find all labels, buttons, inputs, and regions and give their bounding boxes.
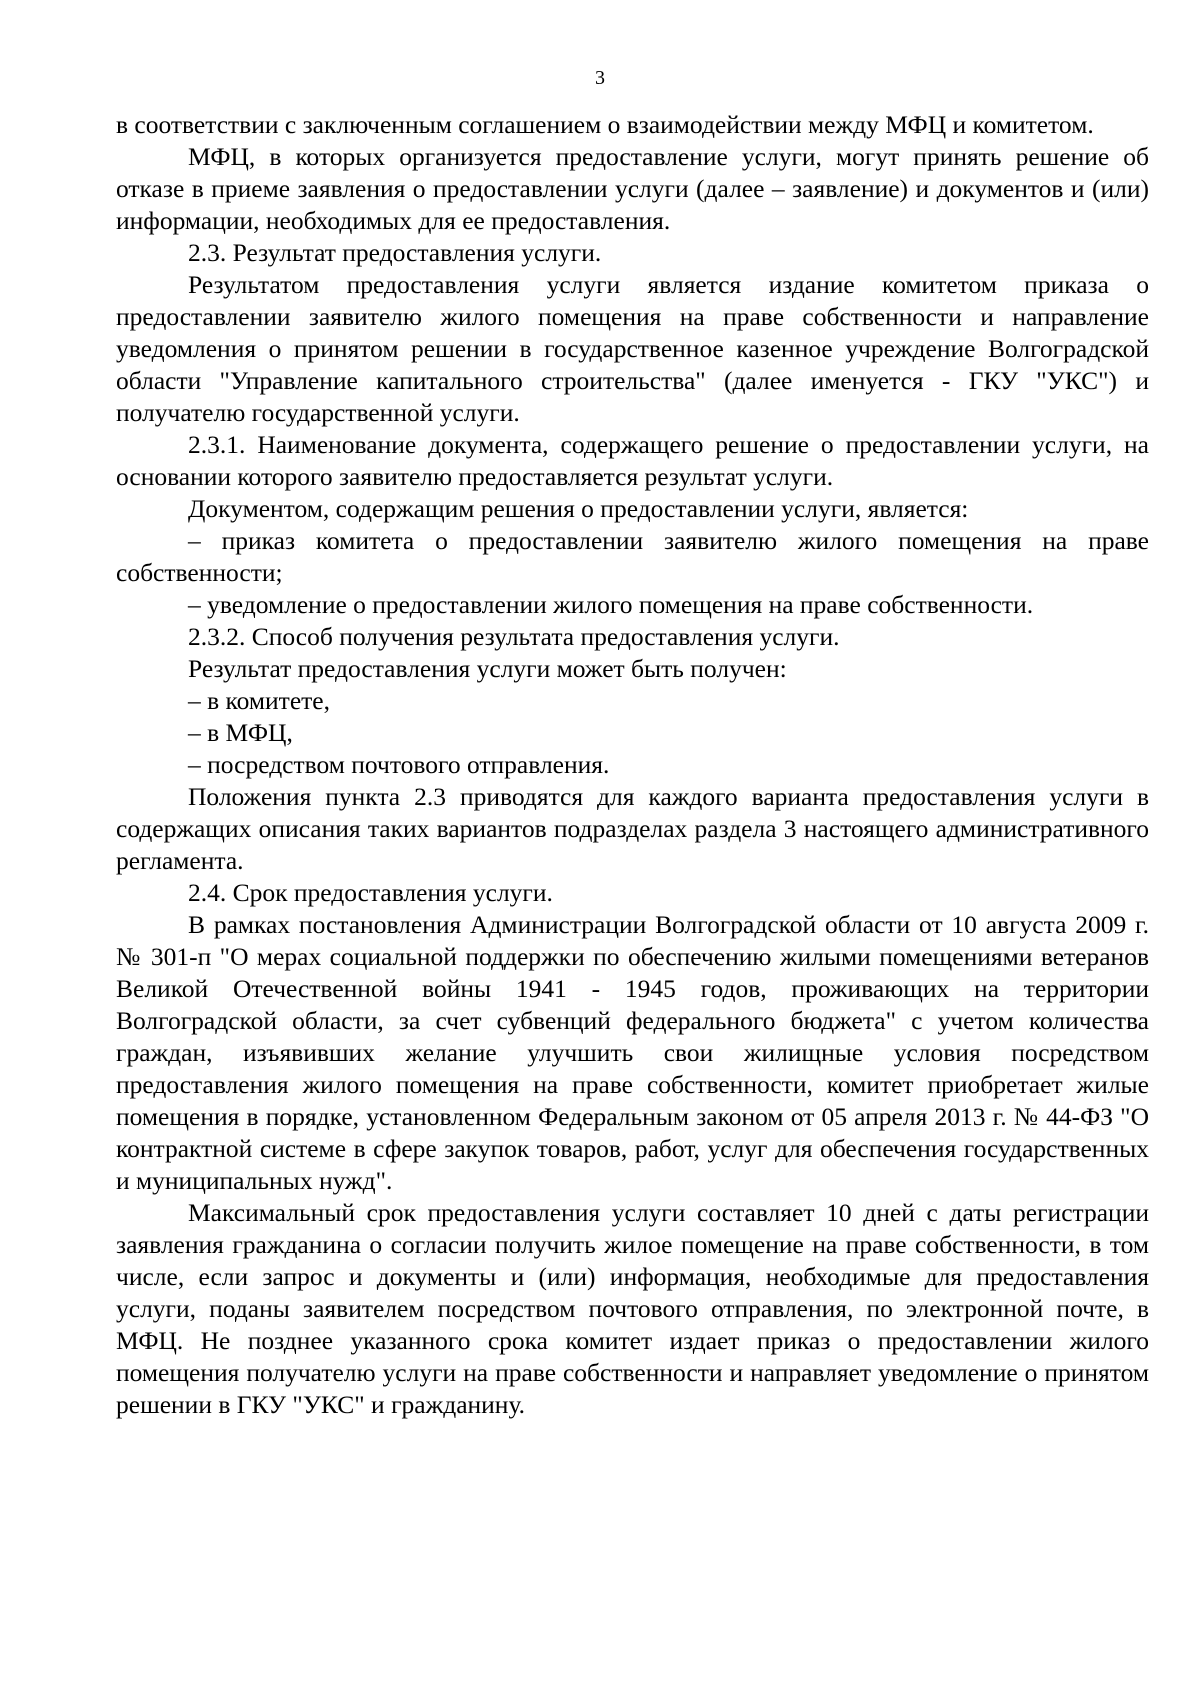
list-item: – посредством почтового отправления. [188,750,610,779]
section-heading: 2.3.2. Способ получения результата предоставления услуги. [188,622,840,651]
paragraph: МФЦ, в которых организуется предоставление услуги, могут принять решение об отказе в приеме заявления о предоставлении услуги (далее – заявление) и документов и (или) информации, необходимых для ее предоставления. [116,142,1149,235]
paragraph: Документом, содержащим решения о предоставлении услуги, является: [188,494,969,523]
page-number: 3 [595,67,605,89]
paragraph: В рамках постановления Администрации Волгоградской области от 10 августа 2009 г. № 301-п "О мерах социальной поддержки по обеспечению жилыми помещениями ветеранов Великой Отечественной войны 1941 - 1945 годов, проживающих на территории Волгоградской области, за счет субвенций федерального бюджета" с учетом количества граждан, изъявивших желание улучшить свои жилищные условия посредством предоставления жилого помещения на праве собственности, комитет приобретает жилые помещения в порядке, установленном Федеральным законом от 05 апреля 2013 г. № 44-ФЗ "О контрактной системе в сфере закупок товаров, работ, услуг для обеспечения государственных и муниципальных нужд". [116,910,1149,1195]
section-heading: 2.3. Результат предоставления услуги. [188,238,602,267]
paragraph: Результатом предоставления услуги является издание комитетом приказа о предоставлении заявителю жилого помещения на праве собственности и направление уведомления о принятом решении в государственное казенное учреждение Волгоградской области "Управление капитального строительства" (далее именуется - ГКУ "УКС") и получателю государственной услуги. [116,270,1149,427]
paragraph: в соответствии с заключенным соглашением о взаимодействии между МФЦ и комитетом. [116,110,1094,139]
section-heading: 2.3.1. Наименование документа, содержащего решение о предоставлении услуги, на основании которого заявителю предоставляется результат услуги. [116,430,1149,491]
paragraph: Максимальный срок предоставления услуги составляет 10 дней с даты регистрации заявления гражданина о согласии получить жилое помещение на праве собственности, в том числе, если запрос и документы и (или) информация, необходимые для предоставления услуги, поданы заявителем посредством почтового отправления, по электронной почте, в МФЦ. Не позднее указанного срока комитет издает приказ о предоставлении жилого помещения получателю услуги на праве собственности и направляет уведомление о принятом решении в ГКУ "УКС" и гражданину. [116,1198,1149,1419]
paragraph: Результат предоставления услуги может быть получен: [188,654,787,683]
document-body [116,109,1149,1421]
list-item: – уведомление о предоставлении жилого помещения на праве собственности. [188,590,1034,619]
list-item: – в МФЦ, [188,718,293,747]
paragraph: Положения пункта 2.3 приводятся для каждого варианта предоставления услуги в содержащих описания таких вариантов подразделах раздела 3 настоящего административного регламента. [116,782,1149,875]
list-item: – приказ комитета о предоставлении заявителю жилого помещения на праве собственности; [116,526,1149,587]
section-heading: 2.4. Срок предоставления услуги. [188,878,553,907]
list-item: – в комитете, [188,686,330,715]
